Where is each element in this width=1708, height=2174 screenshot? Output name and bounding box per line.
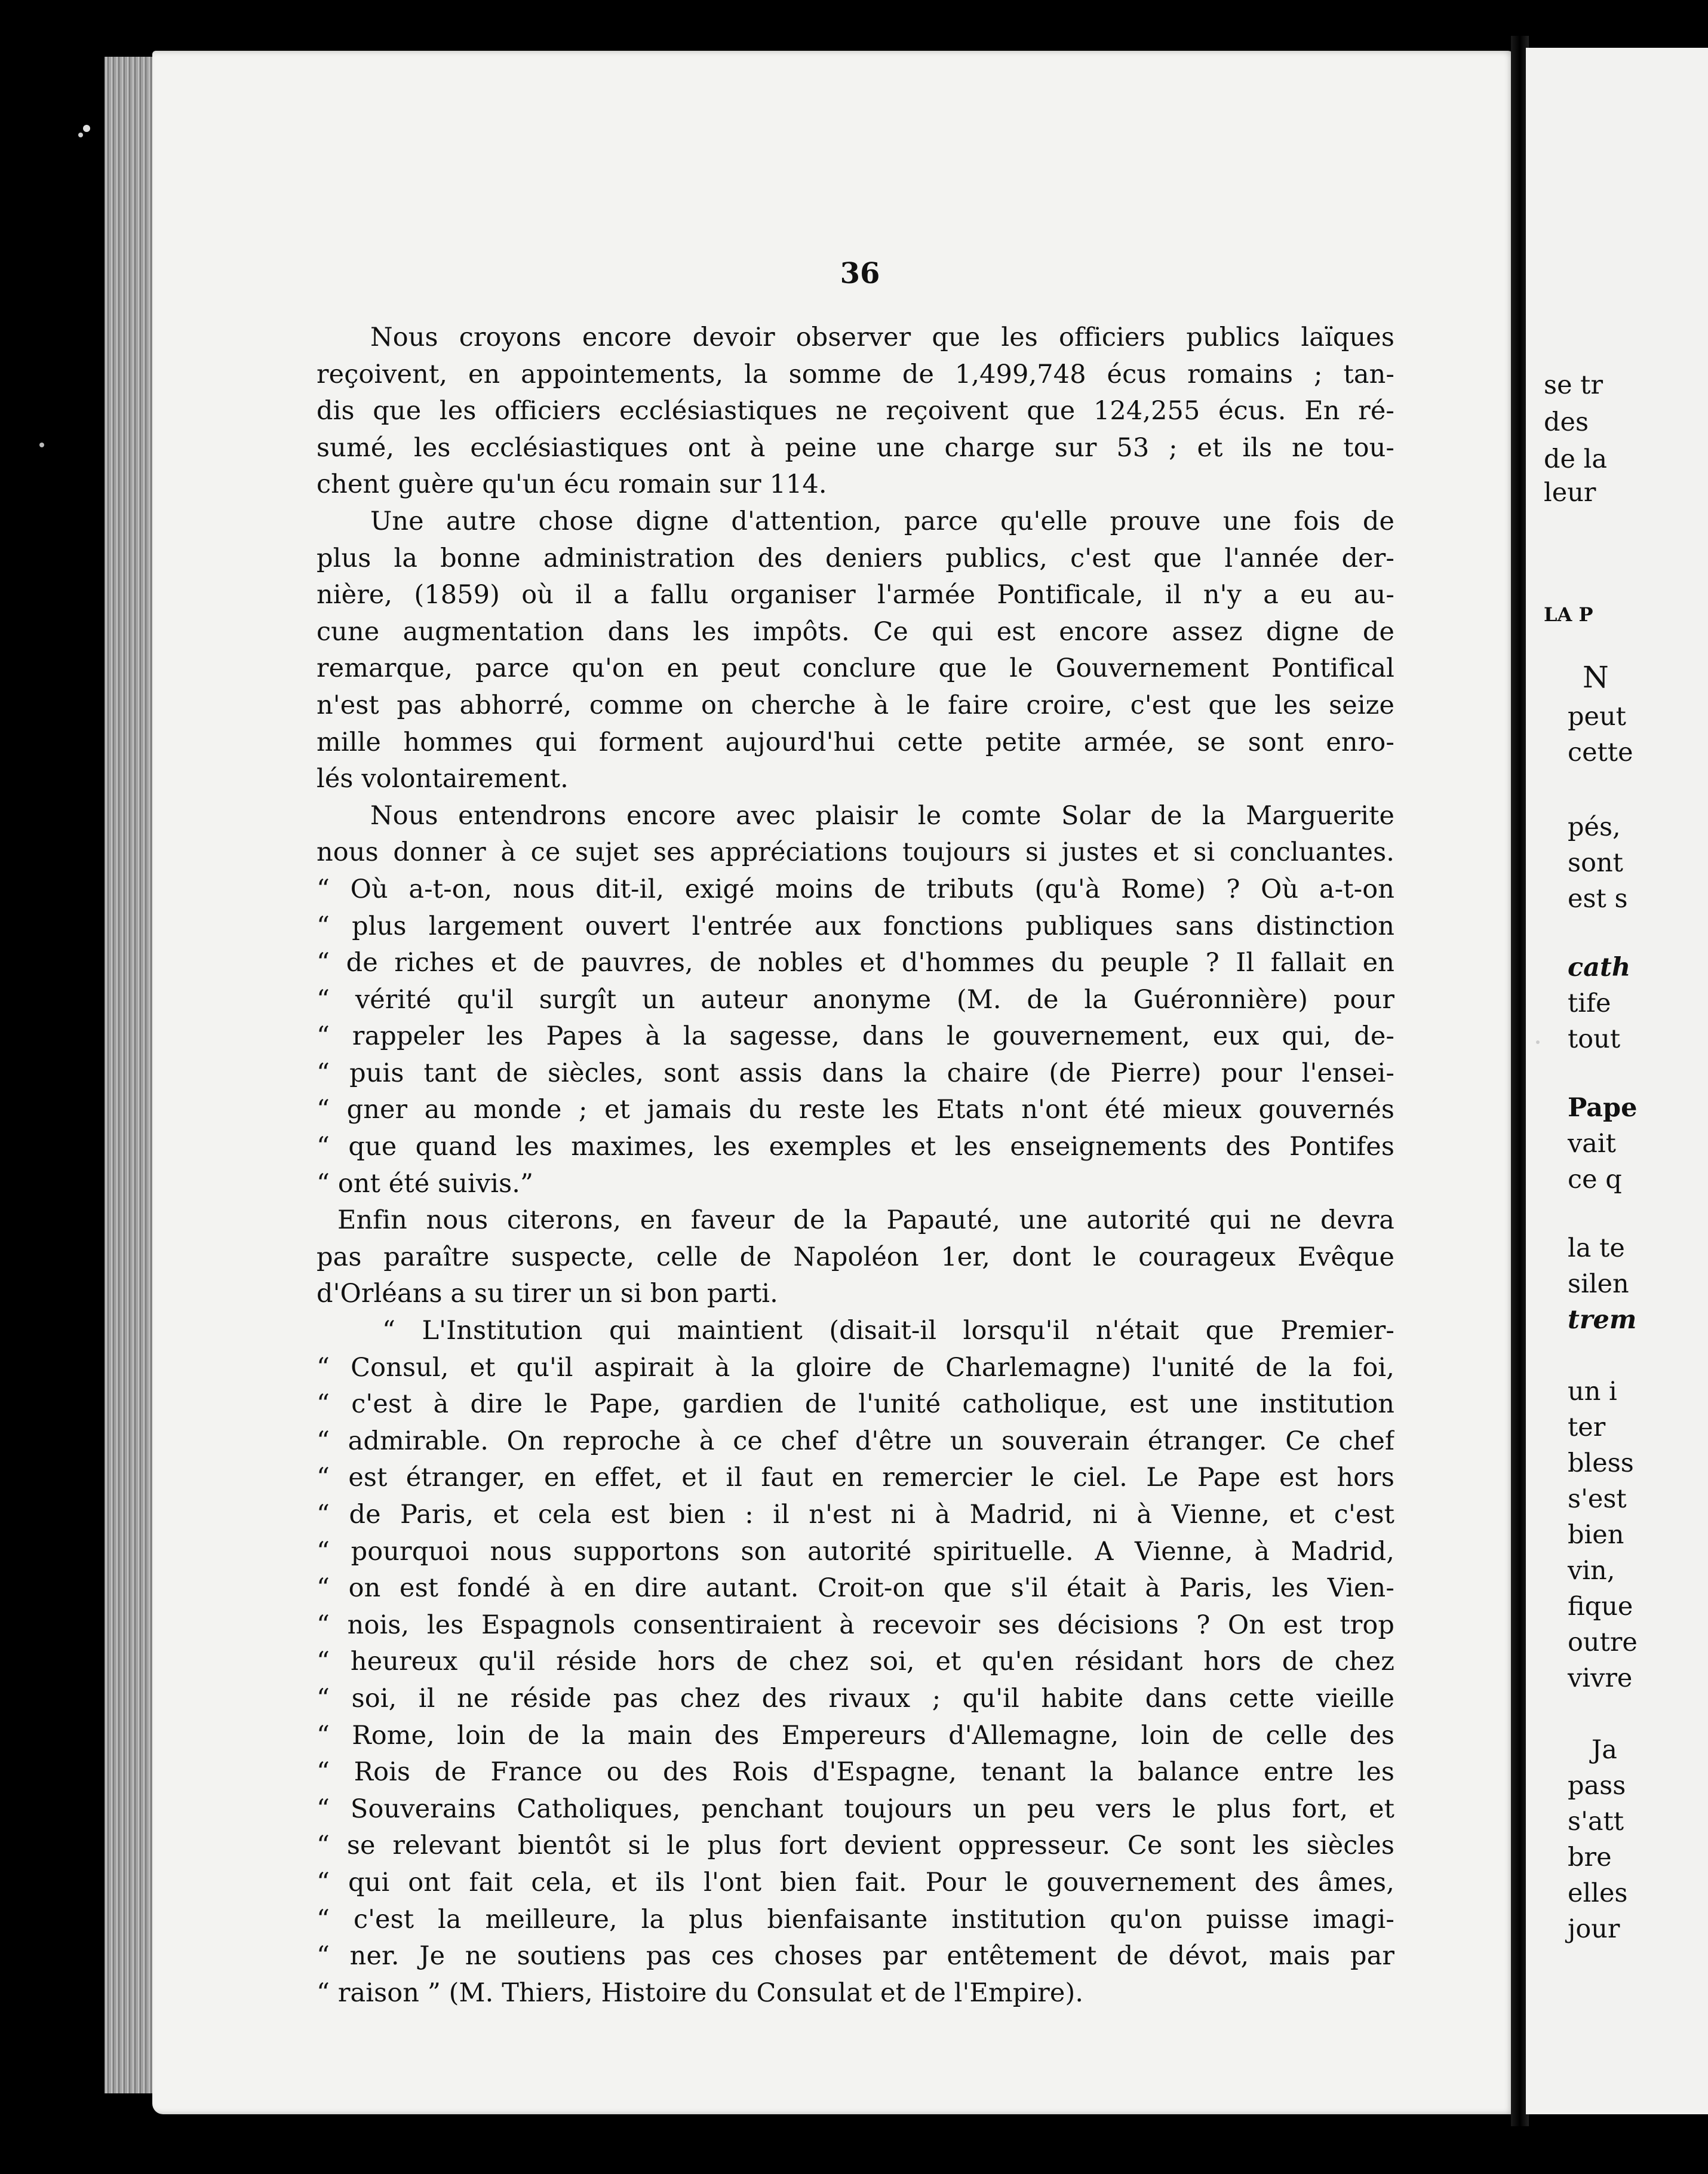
text-line: “ ont été suivis.”: [317, 1168, 534, 1199]
facing-fragment: Ja: [1592, 1735, 1617, 1765]
facing-fragment: elles: [1568, 1878, 1628, 1908]
text-line: “ de Paris, et cela est bien : il n'est ni à Madrid, ni à Vienne, et c'est: [317, 1500, 1394, 1530]
text-line: “ L'Institution qui maintient (disait-il lorsqu'il n'était que Premier-: [382, 1316, 1394, 1346]
text-line: d'Orléans a su tirer un si bon parti.: [317, 1279, 778, 1309]
text-line: “ admirable. On reproche à ce chef d'être un souverain étranger. Ce chef: [317, 1426, 1394, 1456]
text-line: “ rappeler les Papes à la sagesse, dans le gouvernement, eux qui, de-: [317, 1021, 1394, 1052]
facing-fragment: vin,: [1568, 1556, 1615, 1586]
text-line: n'est pas abhorré, comme on cherche à le faire croire, c'est que les seize: [317, 690, 1394, 720]
text-line: “ soi, il ne réside pas chez des rivaux ; qu'il habite dans cette vieille: [317, 1683, 1394, 1714]
text-line: Enfin nous citerons, en faveur de la Papauté, une autorité qui ne devra: [337, 1205, 1394, 1236]
facing-fragment: s'est: [1568, 1484, 1627, 1514]
facing-fragment: de la: [1544, 444, 1608, 474]
text-line: chent guère qu'un écu romain sur 114.: [317, 469, 827, 500]
facing-fragment: cath: [1568, 953, 1631, 982]
facing-fragment: bre: [1568, 1843, 1612, 1872]
facing-fragment: leur: [1544, 478, 1596, 508]
facing-fragment: vait: [1568, 1129, 1616, 1159]
text-line: pas paraître suspecte, celle de Napoléon 1er, dont le courageux Evêque: [317, 1242, 1394, 1272]
text-line: remarque, parce qu'on en peut conclure que le Gouvernement Pontifical: [317, 653, 1394, 684]
text-line: “ que quand les maximes, les exemples et les enseignements des Pontifes: [317, 1132, 1394, 1162]
facing-fragment: peut: [1568, 702, 1626, 732]
facing-fragment: un i: [1568, 1377, 1617, 1407]
text-line: nous donner à ce sujet ses appréciations toujours si justes et si concluantes.: [317, 837, 1394, 868]
facing-fragment: jour: [1568, 1914, 1620, 1944]
text-line: lés volontairement.: [317, 764, 569, 794]
facing-fragment: vivre: [1568, 1663, 1633, 1693]
text-line: “ raison ” (M. Thiers, Histoire du Consulat et de l'Empire).: [317, 1978, 1084, 2008]
facing-fragment: trem: [1568, 1305, 1637, 1335]
text-line: “ gner au monde ; et jamais du reste les Etats n'ont été mieux gouvernés: [317, 1095, 1394, 1125]
text-line: “ Souverains Catholiques, penchant toujours un peu vers le plus fort, et: [317, 1794, 1394, 1824]
text-line: “ plus largement ouvert l'entrée aux fonctions publiques sans distinction: [317, 911, 1394, 941]
text-line: “ c'est la meilleure, la plus bienfaisante institution qu'on puisse imagi-: [317, 1904, 1394, 1935]
speck: [83, 125, 90, 132]
facing-fragment: est s: [1568, 884, 1628, 914]
text-line: “ Rois de France ou des Rois d'Espagne, tenant la balance entre les: [317, 1757, 1394, 1788]
facing-fragment: se tr: [1544, 370, 1603, 400]
text-line: “ puis tant de siècles, sont assis dans la chaire (de Pierre) pour l'ensei-: [317, 1058, 1394, 1088]
text-line: “ est étranger, en effet, et il faut en remercier le ciel. Le Pape est hors: [317, 1463, 1394, 1493]
page-number: 36: [840, 257, 880, 290]
text-line: reçoivent, en appointements, la somme de 1,499,748 écus romains ; tan-: [317, 359, 1394, 389]
speck: [78, 133, 83, 137]
text-line: “ Où a-t-on, nous dit-il, exigé moins de tributs (qu'à Rome) ? Où a-t-on: [317, 874, 1394, 904]
facing-fragment: LA P: [1544, 603, 1593, 626]
text-line: “ de riches et de pauvres, de nobles et d'hommes du peuple ? Il fallait en: [317, 948, 1394, 978]
text-line: Une autre chose digne d'attention, parce qu'elle prouve une fois de: [370, 506, 1394, 536]
text-line: “ se relevant bientôt si le plus fort devient oppresseur. Ce sont les siècles: [317, 1831, 1394, 1861]
facing-fragment: outre: [1568, 1628, 1638, 1657]
text-line: “ heureux qu'il réside hors de chez soi, et qu'en résidant hors de chez: [317, 1647, 1394, 1677]
right-page: [1526, 48, 1708, 2114]
facing-fragment: pass: [1568, 1771, 1626, 1801]
text-line: “ vérité qu'il surgît un auteur anonyme (M. de la Guéronnière) pour: [317, 984, 1394, 1015]
text-line: “ ner. Je ne soutiens pas ces choses par entêtement de dévot, mais par: [317, 1941, 1394, 1972]
text-line: “ Rome, loin de la main des Empereurs d'Allemagne, loin de celle des: [317, 1720, 1394, 1751]
text-line: “ on est fondé à en dire autant. Croit-on que s'il était à Paris, les Vien-: [317, 1573, 1394, 1604]
text-line: dis que les officiers ecclésiastiques ne reçoivent que 124,255 écus. En ré-: [317, 396, 1394, 426]
facing-fragment: tife: [1568, 988, 1611, 1018]
text-line: “ qui ont fait cela, et ils l'ont bien fait. Pour le gouvernement des âmes,: [317, 1867, 1394, 1897]
speck: [39, 443, 44, 447]
facing-fragment: la te: [1568, 1233, 1625, 1263]
text-line: “ c'est à dire le Pape, gardien de l'unité catholique, est une institution: [317, 1389, 1394, 1420]
facing-fragment: bien: [1568, 1520, 1624, 1550]
text-line: cune augmentation dans les impôts. Ce qui est encore assez digne de: [317, 616, 1394, 647]
facing-fragment: sont: [1568, 848, 1623, 878]
facing-fragment: pés,: [1568, 812, 1621, 842]
body-text: [317, 320, 1394, 2012]
text-line: “ pourquoi nous supportons son autorité spirituelle. A Vienne, à Madrid,: [317, 1536, 1394, 1567]
facing-fragment: des: [1544, 407, 1589, 437]
facing-fragment: Pape: [1568, 1093, 1638, 1123]
text-line: Nous entendrons encore avec plaisir le comte Solar de la Marguerite: [370, 800, 1394, 831]
facing-fragment: cette: [1568, 738, 1633, 767]
text-line: sumé, les ecclésiastiques ont à peine une charge sur 53 ; et ils ne tou-: [317, 432, 1394, 463]
text-line: plus la bonne administration des deniers publics, c'est que l'année der-: [317, 543, 1394, 573]
text-line: nière, (1859) où il a fallu organiser l'armée Pontificale, il n'y a eu au-: [317, 580, 1394, 610]
text-line: “ nois, les Espagnols consentiraient à recevoir ses décisions ? On est trop: [317, 1610, 1394, 1640]
text-line: “ Consul, et qu'il aspirait à la gloire de Charlemagne) l'unité de la foi,: [317, 1352, 1394, 1383]
facing-fragment: ter: [1568, 1413, 1606, 1442]
facing-fragment: fique: [1568, 1592, 1633, 1622]
text-line: mille hommes qui forment aujourd'hui cette petite armée, se sont enro-: [317, 727, 1394, 757]
facing-fragment: ce q: [1568, 1165, 1622, 1195]
facing-fragment: silen: [1568, 1269, 1629, 1299]
facing-fragment: s'att: [1568, 1807, 1624, 1837]
facing-fragment: tout: [1568, 1024, 1621, 1054]
facing-fragment: bless: [1568, 1448, 1634, 1478]
text-line: Nous croyons encore devoir observer que les officiers publics laïques: [370, 323, 1394, 352]
facing-fragment: N: [1583, 660, 1609, 695]
